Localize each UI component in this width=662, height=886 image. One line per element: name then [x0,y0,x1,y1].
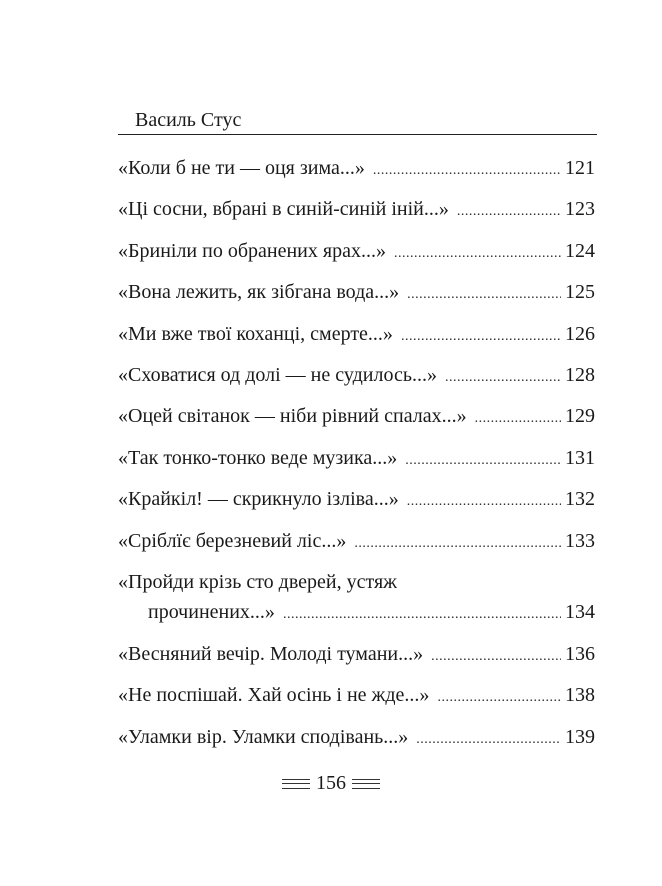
dot-leader [407,280,561,310]
entry-page: 133 [565,529,595,552]
toc-entry [118,277,595,318]
dot-leader [416,725,561,755]
table-of-contents [118,153,595,763]
toc-entry [118,153,595,194]
toc-entry [118,639,595,680]
entry-title: «Весняний вечір. Молоді тумани...» [118,642,424,665]
entry-title: «Сріблїє березневий ліс...» [118,529,347,552]
toc-entry [118,526,595,567]
entry-title-line2: прочинених...» [148,600,275,623]
entry-title: «Ми вже твої коханці, смерте...» [118,322,393,345]
entry-page: 131 [565,446,595,469]
entry-page: 139 [565,725,595,748]
toc-entry [118,567,595,639]
entry-title-line1: «Пройди крізь сто дверей, устяж [118,570,398,593]
entry-title: «Вона лежить, як зібгана вода...» [118,281,400,304]
entry-page: 125 [565,281,595,304]
running-header [118,108,597,135]
dot-leader [437,683,561,713]
page-footer [0,770,662,796]
entry-page: 136 [565,642,595,665]
entry-title: «Не поспішай. Хай осінь і не жде...» [118,684,430,707]
dot-leader [394,239,561,269]
entry-page: 138 [565,684,595,707]
toc-entry [118,680,595,721]
dot-leader [457,197,561,227]
toc-entry [118,401,595,442]
entry-page: 129 [565,405,595,428]
dot-leader [475,404,561,434]
entry-title: «Крайкіл! — скрикнуло ізліва...» [118,488,399,511]
entry-title: «Бриніли по обранених ярах...» [118,239,386,262]
toc-entry [118,722,595,763]
entry-page: 132 [565,488,595,511]
right-ornament [352,779,380,789]
entry-page: 134 [565,600,595,623]
toc-entry [118,194,595,235]
toc-entry [118,319,595,360]
entry-title: «Ці сосни, вбрані в синій-синій іній...» [118,198,449,221]
entry-title: «Уламки вір. Уламки сподівань...» [118,725,409,748]
dot-leader [407,487,561,517]
entry-page: 121 [565,157,595,179]
entry-page: 128 [565,363,595,386]
toc-entry [118,484,595,525]
author-name: Василь Стус [135,109,242,131]
entry-page: 123 [565,198,595,221]
toc-entry [118,360,595,401]
entry-page: 124 [565,239,595,262]
toc-entry [118,236,595,277]
entry-title: «Так тонко-тонко веде музика...» [118,446,398,469]
entry-page: 126 [565,322,595,345]
dot-leader [405,446,561,476]
dot-leader [431,642,561,672]
dot-leader [445,363,561,393]
page-number: 156 [316,772,346,794]
dot-leader [401,322,561,352]
dot-leader [283,600,561,630]
dot-leader [373,156,561,186]
entry-title: «Оцей світанок — ніби рівний спалах...» [118,405,467,428]
toc-entry [118,443,595,484]
entry-title: «Сховатися од долі — не судилось...» [118,363,437,386]
left-ornament [282,779,310,789]
dot-leader [354,529,561,559]
entry-title: «Коли б не ти — оця зима...» [118,157,365,179]
